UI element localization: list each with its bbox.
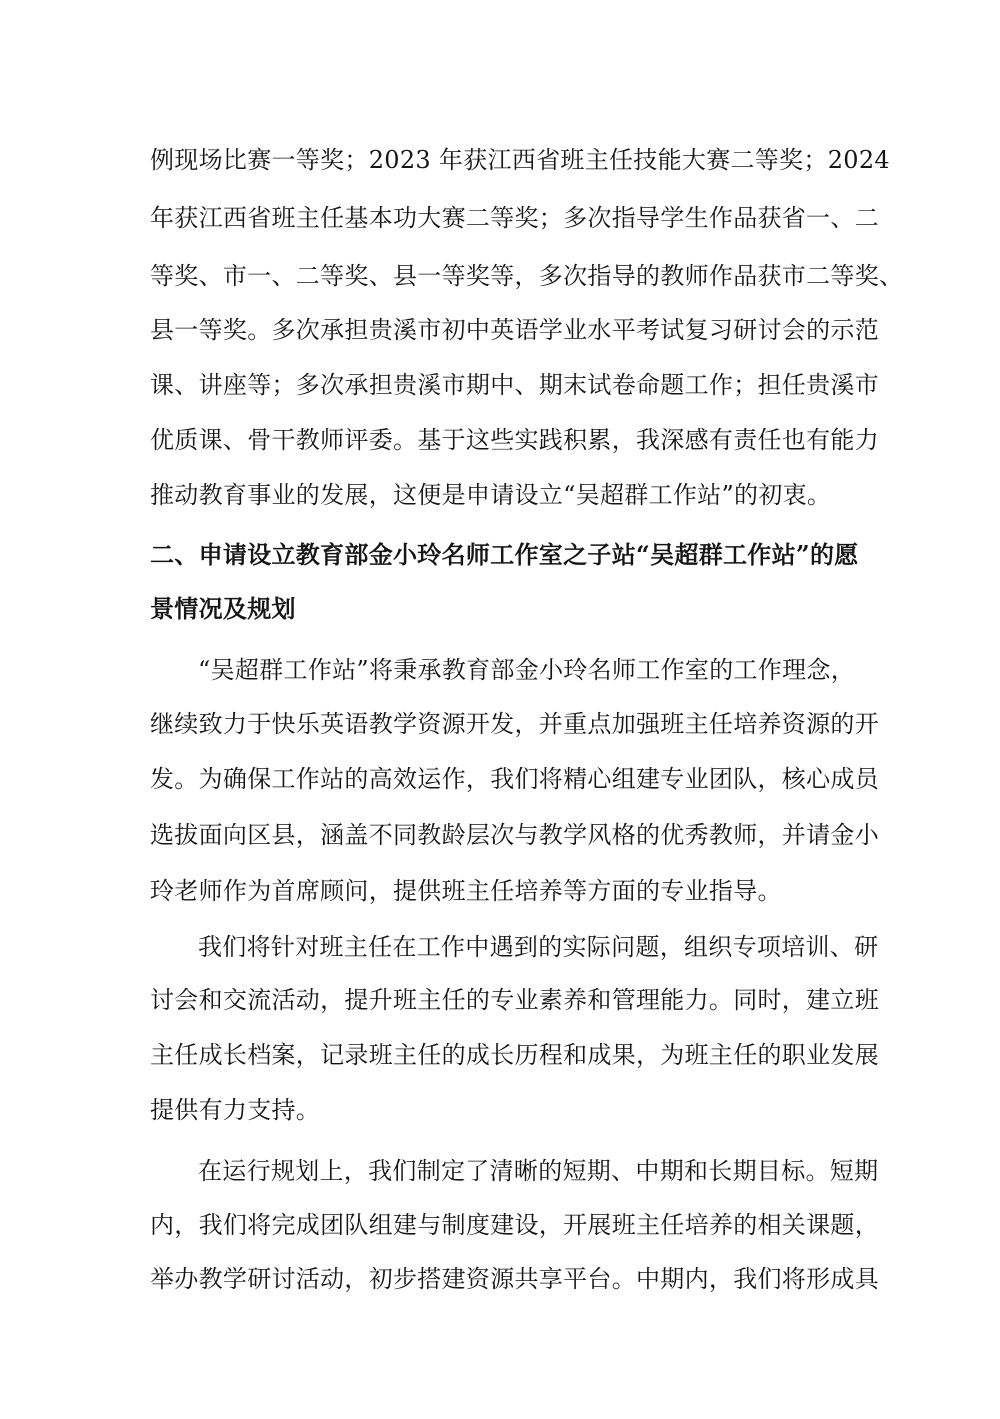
paragraph-2-line-5: 玲老师作为首席顾问，提供班主任培养等方面的专业指导。: [150, 877, 782, 905]
paragraph-2-line-1: “吴超群工作站”将秉承教育部金小玲名师工作室的工作理念，: [198, 656, 855, 684]
paragraph-1-line-4: 县一等奖。多次承担贵溪市初中英语学业水平考试复习研讨会的示范: [150, 316, 879, 344]
paragraph-2-line-2: 继续致力于快乐英语教学资源开发，并重点加强班主任培养资源的开: [150, 710, 879, 738]
paragraph-1-line-7: 推动教育事业的发展，这便是申请设立“吴超群工作站”的初衷。: [150, 481, 832, 509]
paragraph-3-line-4: 提供有力支持。: [150, 1096, 321, 1124]
paragraph-3-line-3: 主任成长档案，记录班主任的成长历程和成果，为班主任的职业发展: [150, 1041, 879, 1069]
paragraph-1-line-5: 课、讲座等；多次承担贵溪市期中、期末试卷命题工作；担任贵溪市: [150, 371, 879, 399]
paragraph-3-line-1: 我们将针对班主任在工作中遇到的实际问题，组织专项培训、研: [198, 933, 879, 961]
paragraph-4-line-3: 举办教学研讨活动，初步搭建资源共享平台。中期内，我们将形成具: [150, 1265, 879, 1293]
paragraph-1-line-3: 等奖、市一、二等奖、县一等奖等，多次指导的教师作品获市二等奖、: [150, 262, 904, 290]
section-heading-line-2: 景情况及规划: [150, 594, 296, 623]
paragraph-4-line-1: 在运行规划上，我们制定了清晰的短期、中期和长期目标。短期: [198, 1157, 879, 1185]
paragraph-2-line-4: 选拔面向区县，涵盖不同教龄层次与教学风格的优秀教师，并请金小: [150, 821, 879, 849]
paragraph-3-line-2: 讨会和交流活动，提升班主任的专业素养和管理能力。同时，建立班: [150, 986, 879, 1014]
paragraph-1-line-6: 优质课、骨干教师评委。基于这些实践积累，我深感有责任也有能力: [150, 426, 879, 454]
section-heading-line-1: 二、申请设立教育部金小玲名师工作室之子站“吴超群工作站”的愿: [150, 540, 859, 569]
paragraph-1-line-1: 例现场比赛一等奖；2023 年获江西省班主任技能大赛二等奖；2024: [150, 146, 890, 174]
paragraph-1-line-2: 年获江西省班主任基本功大赛二等奖；多次指导学生作品获省一、二: [150, 204, 879, 232]
paragraph-4-line-2: 内，我们将完成团队组建与制度建设，开展班主任培养的相关课题，: [150, 1211, 879, 1239]
paragraph-2-line-3: 发。为确保工作站的高效运作，我们将精心组建专业团队，核心成员: [150, 765, 879, 793]
